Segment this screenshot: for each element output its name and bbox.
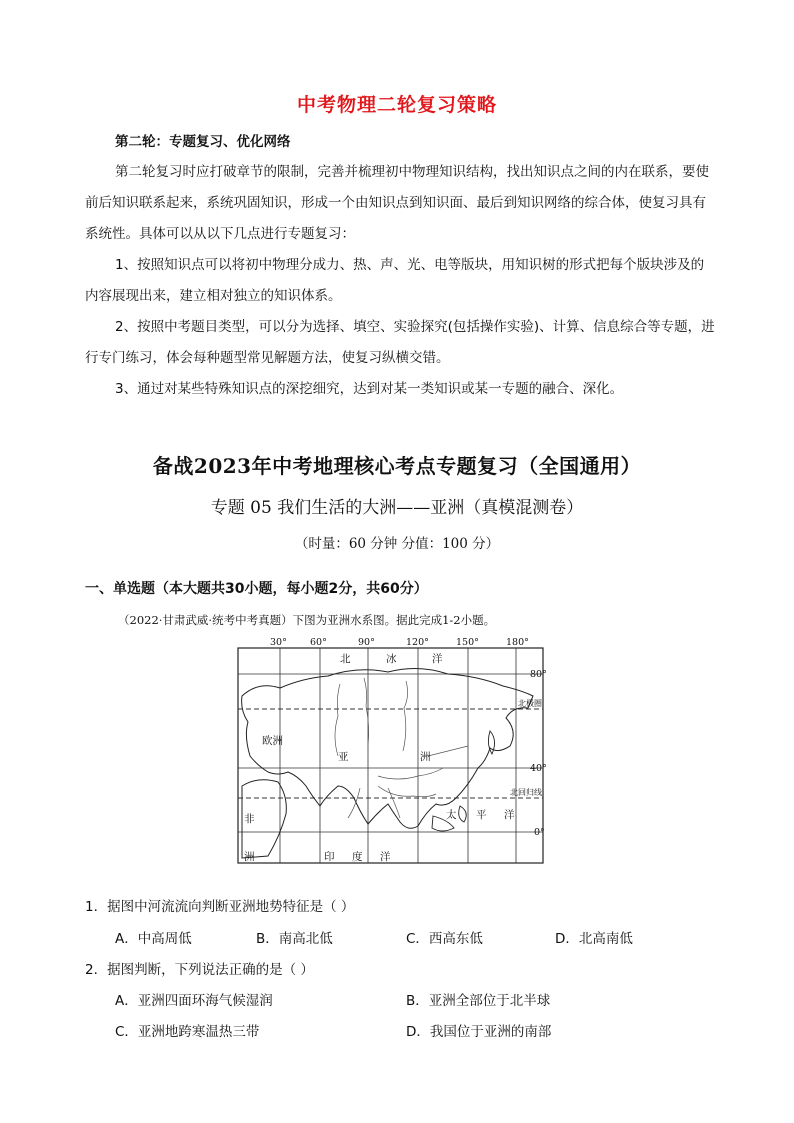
region-label: 平 bbox=[476, 809, 487, 821]
strategy-point-2: 2、按照中考题目类型，可以分为选择、填空、实验探究(包括操作实验)、计算、信息综合等专题，进行专门练习，体会每种题型常见解题方法，使复习纵横交错。 bbox=[85, 319, 715, 366]
lon-label: 180° bbox=[506, 637, 529, 648]
strategy-title: 中考物理二轮复习策略 bbox=[296, 94, 497, 116]
lat-label: 40° bbox=[530, 763, 547, 774]
region-label: 印 bbox=[324, 851, 335, 863]
lat-label: 80° bbox=[530, 669, 547, 680]
region-label: 亚 bbox=[338, 751, 349, 763]
region-label: 洋 bbox=[432, 653, 443, 665]
tropic-of-cancer-label: 北回归线 bbox=[510, 788, 542, 797]
strategy-point-1: 1、按照知识点可以将初中物理分成力、热、声、光、电等版块，用知识树的形式把每个版块涉及的内容展现出来，建立相对独立的知识体系。 bbox=[85, 257, 705, 304]
region-label: 洲 bbox=[244, 851, 255, 863]
exam-subtitle: 专题 05 我们生活的大洲——亚洲（真模混测卷） bbox=[210, 498, 584, 518]
strategy-subhead: 第二轮：专题复习、优化网络 bbox=[115, 134, 291, 150]
asia-water-system-map bbox=[228, 636, 568, 868]
lon-label: 30° bbox=[270, 637, 287, 648]
strategy-point-3: 3、通过对某些特殊知识点的深挖细究，达到对某一类知识或某一专题的融合、深化。 bbox=[115, 381, 624, 397]
region-label: 洲 bbox=[420, 751, 431, 763]
region-label: 度 bbox=[352, 851, 363, 863]
lon-label: 150° bbox=[456, 637, 479, 648]
section-heading: 一、单选题（本大题共30小题，每小题2分，共60分） bbox=[85, 581, 428, 597]
lon-label: 120° bbox=[406, 637, 429, 648]
question-2: 2．据图判断，下列说法正确的是（ ） bbox=[85, 962, 314, 978]
q2-option-b: B．亚洲全部位于北半球 bbox=[406, 993, 551, 1009]
q2-option-a: A．亚洲四面环海气候湿润 bbox=[115, 993, 273, 1009]
strategy-intro: 第二轮复习时应打破章节的限制，完善并梳理初中物理知识结构，找出知识点之间的内在联系，要使前后知识联系起来，系统巩固知识，形成一个由知识点到知识面、最后到知识网络的综合体，使复习具有系统性。具体可以从以下几点进行专题复习： bbox=[85, 164, 709, 242]
lat-label: 0° bbox=[534, 827, 545, 838]
arctic-circle-label: 北极圈 bbox=[518, 699, 542, 708]
q2-option-d: D．我国位于亚洲的南部 bbox=[406, 1024, 552, 1040]
region-label: 北 bbox=[340, 653, 351, 665]
map-frame bbox=[238, 648, 543, 863]
question-source: （2022·甘肃武威·统考中考真题）下图为亚洲水系图。据此完成1-2小题。 bbox=[118, 613, 496, 627]
q1-option-a: A．中高周低 bbox=[115, 931, 192, 947]
region-label: 冰 bbox=[386, 653, 397, 665]
q1-option-d: D．北高南低 bbox=[555, 931, 633, 947]
region-label: 欧洲 bbox=[262, 735, 283, 747]
q2-option-c: C．亚洲地跨寒温热三带 bbox=[115, 1024, 260, 1040]
q1-option-c: C．西高东低 bbox=[406, 931, 483, 947]
region-label: 洋 bbox=[380, 851, 391, 863]
region-label: 非 bbox=[244, 813, 255, 825]
question-1: 1．据图中河流流向判断亚洲地势特征是（ ） bbox=[85, 899, 355, 915]
region-label: 太 bbox=[446, 809, 457, 821]
lon-label: 90° bbox=[358, 637, 375, 648]
exam-title: 备战2023年中考地理核心考点专题复习（全国通用） bbox=[152, 454, 642, 478]
region-label: 洋 bbox=[504, 809, 515, 821]
exam-time-score: （时量：60 分钟 分值：100 分） bbox=[294, 536, 500, 552]
lon-label: 60° bbox=[310, 637, 327, 648]
q1-option-b: B．南高北低 bbox=[256, 931, 333, 947]
